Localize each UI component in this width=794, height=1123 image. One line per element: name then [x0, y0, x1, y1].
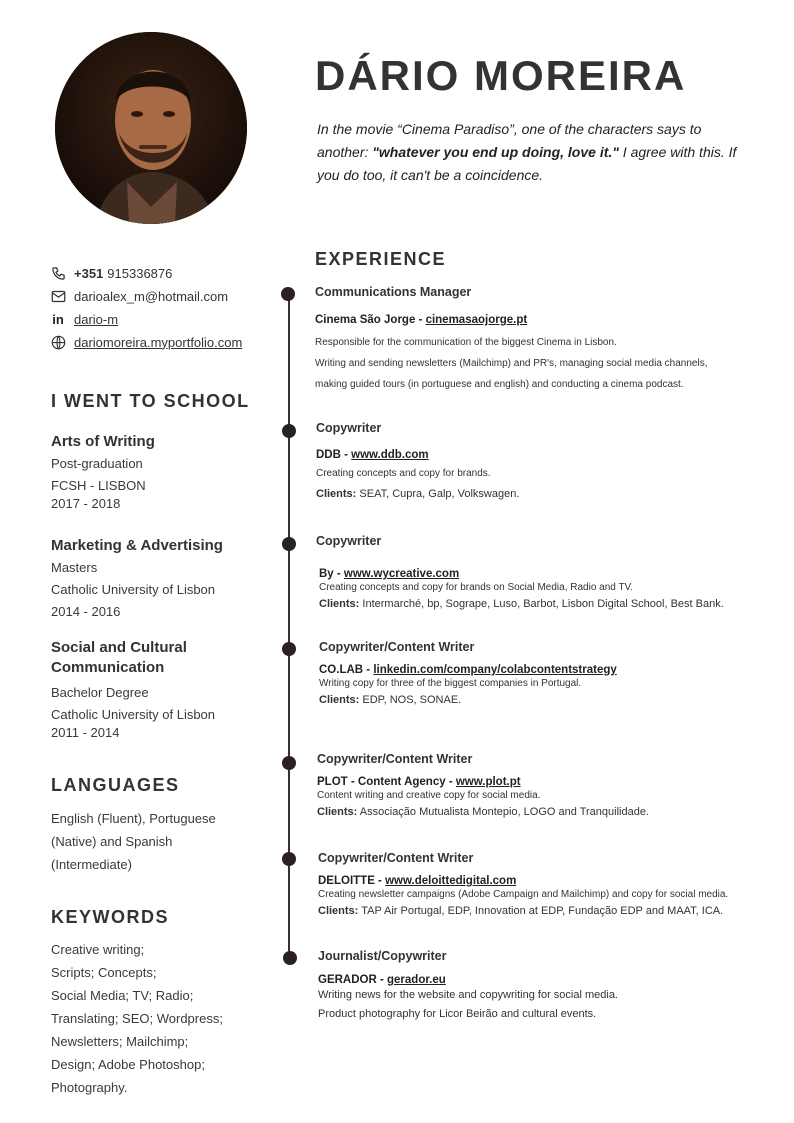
- job-entry: [316, 534, 766, 613]
- timeline-dot: [282, 642, 296, 656]
- languages-text: English (Fluent), Portuguese (Native) and Spanish (Intermediate): [51, 811, 216, 872]
- job-company: GERADOR - gerador.eu: [318, 974, 446, 986]
- edu-degree: Masters: [51, 560, 98, 575]
- edu-years: 2014 - 2016: [51, 604, 121, 619]
- job-title: Copywriter: [316, 534, 382, 548]
- edu-place: Catholic University of Lisbon: [51, 582, 216, 597]
- job-clients: Clients: TAP Air Portugal, EDP, Innovation at EDP, Fundação EDP and MAAT, ICA.: [318, 905, 724, 917]
- company-link[interactable]: www.deloittedigital.com: [385, 875, 517, 887]
- job-description: Content writing and creative copy for social media.: [317, 790, 541, 801]
- job-title: Copywriter: [316, 421, 382, 435]
- edu-degree: Bachelor Degree: [51, 685, 149, 700]
- edu-title: Marketing & Advertising: [51, 537, 223, 554]
- contact-phone: +351 915336876: [50, 265, 280, 281]
- job-description: Writing news for the website and copywriting for social media. Product photography for Licor Beirão and cultural events.: [318, 989, 618, 1020]
- job-company: CO.LAB - linkedin.com/company/colabcontentstrategy: [319, 664, 617, 676]
- job-company: DELOITTE - www.deloittedigital.com: [318, 875, 517, 887]
- job-title: Journalist/Copywriter: [318, 949, 447, 963]
- job-entry: [318, 851, 768, 920]
- company-link[interactable]: gerador.eu: [387, 974, 446, 986]
- job-entry: [316, 421, 766, 503]
- job-entry: [317, 752, 767, 821]
- job-entry: [319, 640, 769, 709]
- timeline-dot: [282, 424, 296, 438]
- timeline-dot: [281, 287, 295, 301]
- timeline-dot: [282, 756, 296, 770]
- globe-icon: [50, 334, 66, 350]
- linkedin-icon: in: [52, 311, 64, 327]
- intro-quote: In the movie “Cinema Paradiso”, one of the characters says to another: "whatever you end up doing, love it." I agree with this. If you do too, it can't be a coincidence.: [317, 121, 737, 183]
- company-link[interactable]: www.ddb.com: [351, 449, 429, 461]
- job-title: Copywriter/Content Writer: [318, 851, 474, 865]
- job-title: Copywriter/Content Writer: [319, 640, 475, 654]
- profile-photo: [55, 32, 247, 224]
- job-entry: [318, 949, 768, 1024]
- timeline-dot: [282, 537, 296, 551]
- job-company: DDB - www.ddb.com: [316, 449, 429, 461]
- job-description: Writing copy for three of the biggest companies in Portugal.: [319, 678, 582, 689]
- job-entry: [315, 285, 765, 395]
- company-link[interactable]: www.wycreative.com: [343, 568, 460, 580]
- job-clients: Clients: EDP, NOS, SONAE.: [319, 694, 462, 706]
- mail-icon: [50, 288, 66, 304]
- job-clients: Clients: Associação Mutualista Montepio, LOGO and Tranquilidade.: [317, 806, 650, 818]
- quote-highlight: "whatever you end up doing, love it.": [372, 144, 619, 160]
- job-company: Cinema São Jorge - cinemasaojorge.pt: [315, 314, 528, 326]
- edu-title: Arts of Writing: [51, 433, 155, 450]
- edu-years: 2017 - 2018: [51, 496, 121, 511]
- candidate-name: DÁRIO MOREIRA: [315, 52, 687, 99]
- edu-title: Social and Cultural Communication: [51, 639, 187, 676]
- job-description: Creating concepts and copy for brands.: [316, 468, 491, 479]
- job-company: PLOT - Content Agency - www.plot.pt: [317, 776, 521, 788]
- timeline-dot: [282, 852, 296, 866]
- edu-degree: Post-graduation: [51, 456, 143, 471]
- company-link[interactable]: cinemasaojorge.pt: [425, 314, 528, 326]
- job-title: Copywriter/Content Writer: [317, 752, 473, 766]
- edu-place: Catholic University of Lisbon: [51, 707, 216, 722]
- job-description: Responsible for the communication of the biggest Cinema in Lisbon. Writing and sending newsletters (Mailchimp) and PR's, managing social media channels, making guided tours (in portuguese and english) and conducting a cinema podcast.: [315, 337, 708, 390]
- experience-heading: EXPERIENCE: [315, 249, 447, 269]
- timeline-dot: [283, 951, 297, 965]
- job-description: Creating newsletter campaigns (Adobe Campaign and Mailchimp) and copy for social media.: [318, 889, 729, 900]
- job-title: Communications Manager: [315, 285, 472, 299]
- job-company: By - www.wycreative.com: [319, 568, 460, 580]
- keywords-heading: KEYWORDS: [51, 907, 170, 927]
- phone-icon: [50, 265, 66, 281]
- edu-years: 2011 - 2014: [51, 725, 120, 740]
- contact-email[interactable]: darioalex_m@hotmail.com: [50, 288, 280, 304]
- company-link[interactable]: linkedin.com/company/colabcontentstrategy: [373, 664, 617, 676]
- company-link[interactable]: www.plot.pt: [455, 776, 521, 788]
- keywords-text: Creative writing; Scripts; Concepts; Social Media; TV; Radio; Translating; SEO; Wordpress; Newsletters; Mailchimp; Design; Adobe Photoshop; Photography.: [51, 942, 223, 1095]
- edu-place: FCSH - LISBON: [51, 478, 146, 493]
- job-clients: Clients: Intermarché, bp, Sogrape, Luso, Barbot, Lisbon Digital School, Best Bank.: [319, 598, 724, 610]
- job-clients: Clients: SEAT, Cupra, Galp, Volkswagen.: [316, 488, 520, 500]
- contact-linkedin[interactable]: in dario-m: [50, 311, 280, 327]
- job-description: Creating concepts and copy for brands on Social Media, Radio and TV.: [319, 582, 634, 593]
- languages-heading: LANGUAGES: [51, 775, 180, 795]
- contact-website[interactable]: dariomoreira.myportfolio.com: [50, 334, 280, 350]
- school-heading: I WENT TO SCHOOL: [51, 391, 250, 411]
